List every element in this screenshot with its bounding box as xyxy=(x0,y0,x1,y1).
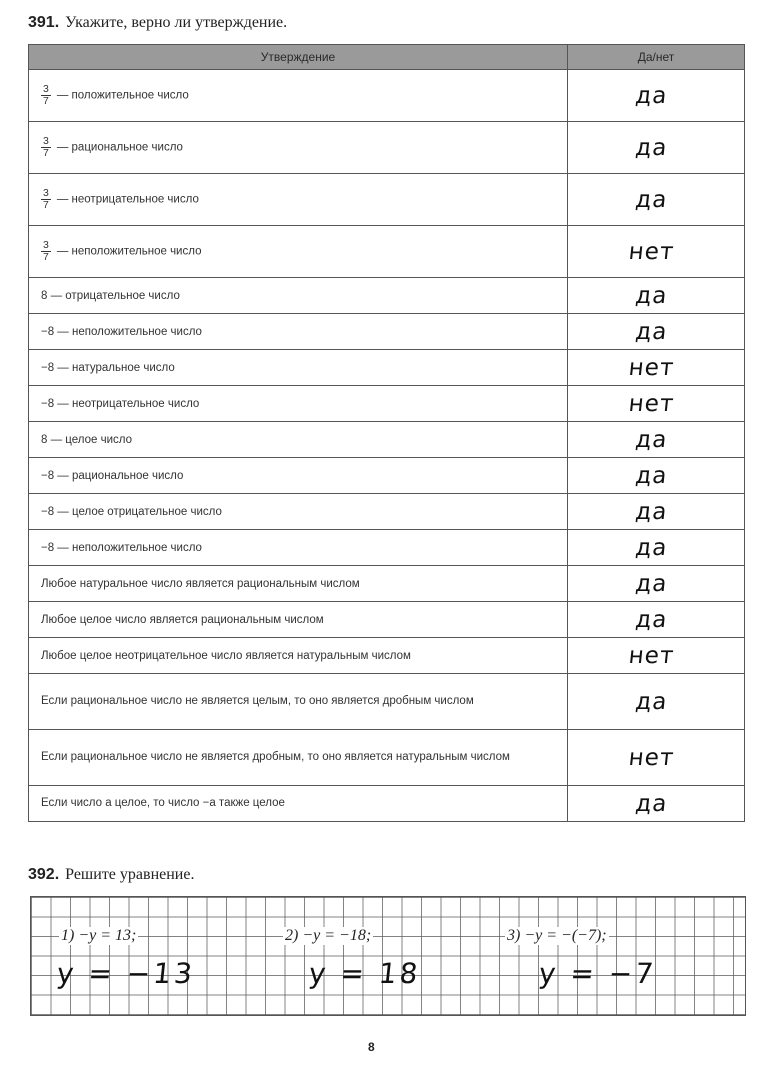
fraction-denominator: 7 xyxy=(43,95,49,107)
fraction-denominator: 7 xyxy=(43,251,49,263)
handwritten-answer: да xyxy=(565,122,747,174)
fraction-numerator: 3 xyxy=(43,135,49,147)
handwritten-answer: да xyxy=(566,602,747,638)
table-row xyxy=(29,638,745,674)
statement-cell xyxy=(29,422,568,458)
task-392-heading xyxy=(28,866,194,884)
table-row xyxy=(29,530,745,566)
solution-3: y = −7 xyxy=(537,957,658,990)
equation-1: 1) −y = 13; xyxy=(61,927,137,944)
statement-cell xyxy=(29,226,568,278)
table-row xyxy=(29,458,745,494)
fraction-numerator: 3 xyxy=(43,239,49,251)
statement-cell xyxy=(29,786,568,822)
handwritten-answer: да xyxy=(566,566,747,602)
handwritten-answer: нет xyxy=(565,226,747,278)
task-title: Решите уравнение. xyxy=(65,866,195,883)
task-number: 392. xyxy=(28,866,60,883)
statement-text: −8 — натуральное число xyxy=(41,361,175,374)
statement-text: Если рациональное число не является дробным, то оно является натуральным числом xyxy=(41,751,510,763)
statement-cell xyxy=(29,730,568,786)
fraction-denominator: 7 xyxy=(43,147,49,159)
statement-text: Если рациональное число не является целым, то оно является дробным числом xyxy=(41,695,474,707)
handwritten-answer: да xyxy=(566,422,747,458)
table-row xyxy=(29,602,745,638)
table-row xyxy=(29,122,745,174)
handwritten-answer: да xyxy=(565,674,748,730)
table-row xyxy=(29,386,745,422)
handwritten-answer: нет xyxy=(566,638,747,674)
fraction-denominator: 7 xyxy=(43,199,49,211)
statement-cell xyxy=(29,174,568,226)
statement-cell xyxy=(29,494,568,530)
statement-text: −8 — целое отрицательное число xyxy=(41,505,222,518)
handwritten-answer: да xyxy=(566,278,747,314)
statement-cell xyxy=(29,602,568,638)
fraction-numerator: 3 xyxy=(43,83,49,95)
statement-cell xyxy=(29,314,568,350)
table-header-row xyxy=(29,45,745,70)
table-row xyxy=(29,730,745,786)
fraction xyxy=(41,240,51,263)
statement-text: — неположительное число xyxy=(56,245,202,258)
handwritten-answer: нет xyxy=(566,350,747,386)
statement-cell xyxy=(29,386,568,422)
header-statement: Утверждение xyxy=(29,45,568,70)
task-number: 391. xyxy=(28,14,60,31)
statement-text: — неотрицательное число xyxy=(56,193,199,206)
statement-text: 8 — отрицательное число xyxy=(41,289,180,302)
table-row xyxy=(29,70,745,122)
equation-2: 2) −y = −18; xyxy=(285,927,372,944)
handwritten-answer: нет xyxy=(566,386,747,422)
handwritten-answer: да xyxy=(565,70,747,122)
handwritten-answer: нет xyxy=(565,730,748,786)
statement-text: 8 — целое число xyxy=(41,433,132,446)
table-row xyxy=(29,174,745,226)
statement-text: Если число a целое, то число −a также целое xyxy=(41,797,285,809)
handwritten-answer: да xyxy=(566,530,747,566)
solution-2: y = 18 xyxy=(307,957,423,990)
task-391-heading xyxy=(28,14,287,32)
handwritten-answer: да xyxy=(565,174,747,226)
statement-text: Любое натуральное число является рациональным числом xyxy=(41,577,360,590)
statement-cell xyxy=(29,530,568,566)
table-row xyxy=(29,494,745,530)
handwritten-answer: да xyxy=(566,458,747,494)
fraction xyxy=(41,136,51,159)
statement-cell xyxy=(29,70,568,122)
statement-cell xyxy=(29,566,568,602)
fraction xyxy=(41,84,51,107)
fraction xyxy=(41,188,51,211)
table-row xyxy=(29,422,745,458)
statement-text: Любое целое число является рациональным числом xyxy=(41,613,324,626)
header-yes-no: Да/нет xyxy=(568,45,745,70)
grid-paper xyxy=(30,896,746,1016)
statement-cell xyxy=(29,674,568,730)
statement-cell xyxy=(29,350,568,386)
statement-text: −8 — неотрицательное число xyxy=(41,397,200,410)
statement-text: −8 — неположительное число xyxy=(41,325,202,338)
statement-cell xyxy=(29,458,568,494)
page-number: 8 xyxy=(368,1040,375,1054)
statements-table xyxy=(28,44,745,822)
statement-cell xyxy=(29,122,568,174)
solution-1: y = −13 xyxy=(55,957,197,990)
statement-text: −8 — рациональное число xyxy=(41,469,184,482)
statement-text: — рациональное число xyxy=(56,141,183,154)
handwritten-answer: да xyxy=(566,786,747,822)
handwritten-answer: да xyxy=(566,494,747,530)
statement-text: −8 — неположительное число xyxy=(41,541,202,554)
fraction-numerator: 3 xyxy=(43,187,49,199)
table-row xyxy=(29,786,745,822)
handwritten-answer: да xyxy=(566,314,747,350)
table-row xyxy=(29,278,745,314)
statement-cell xyxy=(29,278,568,314)
equation-3: 3) −y = −(−7); xyxy=(507,927,607,944)
task-title: Укажите, верно ли утверждение. xyxy=(65,14,288,31)
table-row xyxy=(29,226,745,278)
table-row xyxy=(29,314,745,350)
table-row xyxy=(29,566,745,602)
table-row xyxy=(29,350,745,386)
statement-text: — положительное число xyxy=(56,89,189,102)
table-row xyxy=(29,674,745,730)
statement-text: Любое целое неотрицательное число является натуральным числом xyxy=(41,649,411,662)
statement-cell xyxy=(29,638,568,674)
